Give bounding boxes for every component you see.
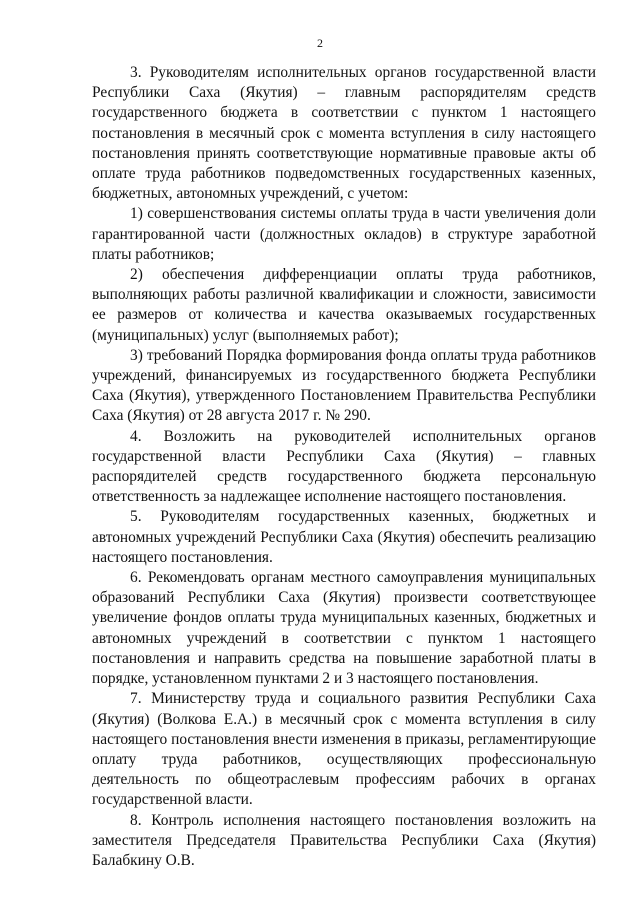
paragraph-3: 3. Руководителям исполнительных органов государственной власти Республики Саха (Якутия) – главным распорядителям средств государственного бюджета в соответствии с пунктом 1 настоящего постановления в месячный срок с момента вступления в силу настоящего постановления принять соответствующие нормативные правовые акты об оплате труда работников подведомственных государственных казенных, бюджетных, автономных учреждений, с учетом: (92, 64, 596, 203)
page-number: 2 (317, 36, 323, 50)
subparagraph-3-2: 2) обеспечения дифференциации оплаты труда работников, выполняющих работы различной квалификации и сложности, зависимости ее размеров от количества и качества оказываемых государственных (муниципальных) услуг (выполняемых работ); (92, 266, 596, 344)
subparagraph-3-3: 3) требований Порядка формирования фонда оплаты труда работников учреждений, финансируемых из государственного бюджета Республики Саха (Якутия), утвержденного Постановлением Правительства Республики Саха (Якутия) от 28 августа 2017 г. № 290. (92, 346, 596, 425)
subparagraph-3-1: 1) совершенствования системы оплаты труда в части увеличения доли гарантированной части (должностных окладов) в структуре заработной платы работников; (92, 205, 596, 263)
paragraph-8: 8. Контроль исполнения настоящего постановления возложить на заместителя Председателя Правительства Республики Саха (Якутия) Балабкину О.В. (92, 811, 596, 869)
paragraph-4: 4. Возложить на руководителей исполнительных органов государственной власти Республики Саха (Якутия) – главных распорядителей средств государственного бюджета персональную ответственность за надлежащее исполнение настоящего постановления. (92, 427, 596, 506)
paragraph-5: 5. Руководителям государственных казенных, бюджетных и автономных учреждений Республики Саха (Якутия) обеспечить реализацию настоящего постановления. (92, 508, 596, 566)
document-body (92, 63, 596, 871)
paragraph-6: 6. Рекомендовать органам местного самоуправления муниципальных образований Республики Саха (Якутия) произвести соответствующее увеличение фондов оплаты труда муниципальных казенных, бюджетных и автономных учреждений в соответствии с пунктом 1 настоящего постановления и направить средства на повышение заработной платы в порядке, установленном пунктами 2 и 3 настоящего постановления. (92, 569, 596, 688)
paragraph-7: 7. Министерству труда и социального развития Республики Саха (Якутия) (Волкова Е.А.) в месячный срок с момента вступления в силу настоящего постановления внести изменения в приказы, регламентирующие оплату труда работников, осуществляющих профессиональную деятельность по общеотраслевым профессиям рабочих в органах государственной власти. (92, 690, 596, 809)
